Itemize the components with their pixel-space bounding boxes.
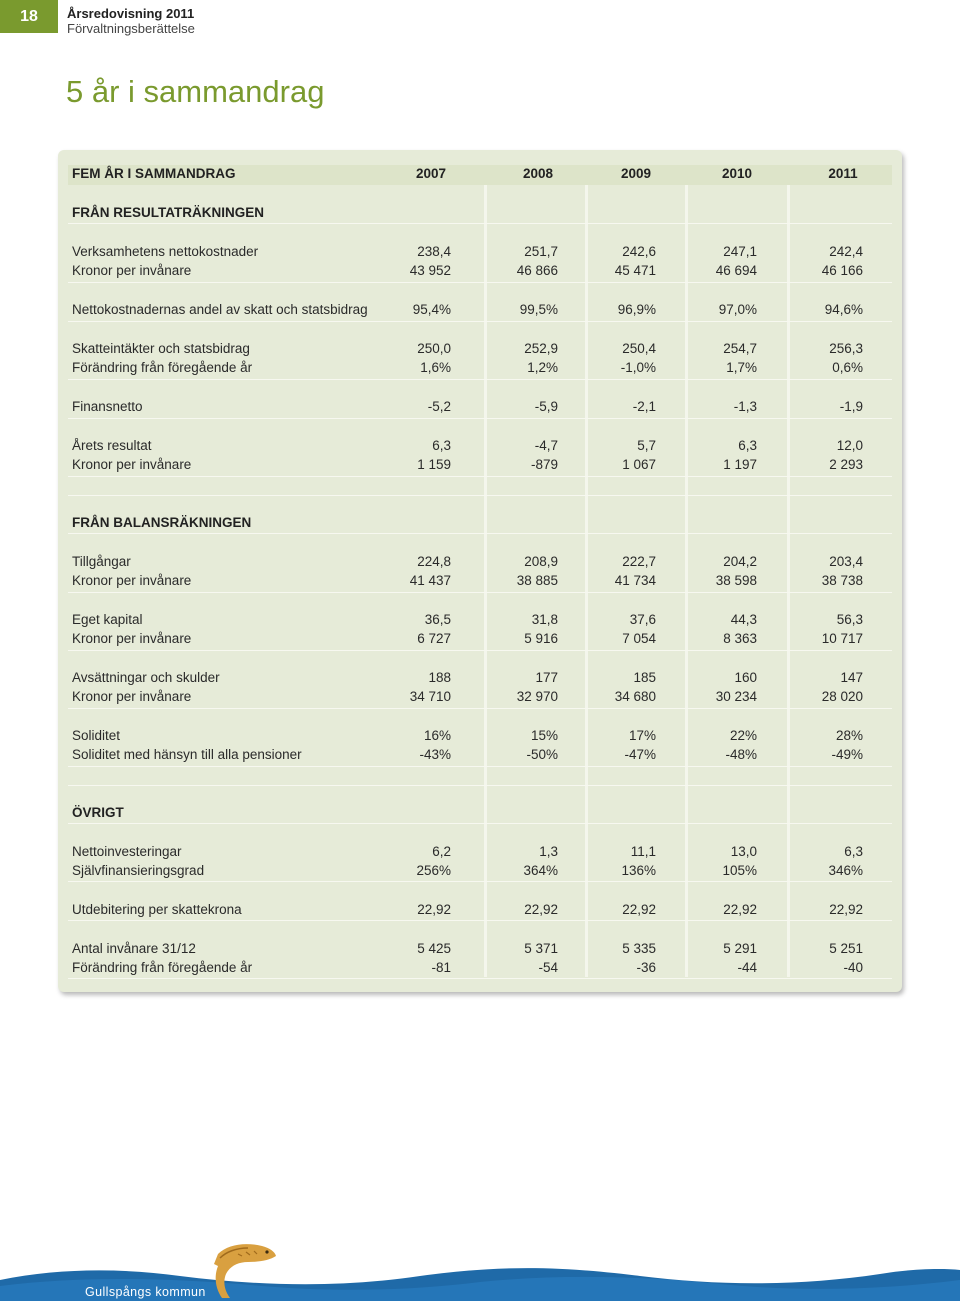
cell-value: 250,0 <box>417 341 451 356</box>
cell-value: 13,0 <box>730 844 757 859</box>
row-label: Tillgångar <box>72 554 131 569</box>
cell-value: 251,7 <box>524 244 558 259</box>
cell-value: 6,3 <box>844 844 863 859</box>
row-label: Verksamhetens nettokostnader <box>72 244 259 259</box>
salmon-fish-icon <box>212 1238 278 1300</box>
cell-value: 41 437 <box>409 573 451 588</box>
row-divider <box>68 379 892 380</box>
page-number: 18 <box>0 0 58 33</box>
table-row <box>68 669 892 688</box>
cell-value: 8 363 <box>723 631 757 646</box>
table-row <box>68 940 892 959</box>
cell-value: 43 952 <box>409 263 451 278</box>
cell-value: 1,7% <box>726 360 757 375</box>
cell-value: 46 694 <box>715 263 757 278</box>
row-divider <box>68 978 892 979</box>
cell-value: 22,92 <box>723 902 757 917</box>
cell-value: 1,3 <box>539 844 558 859</box>
cell-value: 22% <box>729 728 757 743</box>
year-header: 2010 <box>721 166 753 181</box>
cell-value: 31,8 <box>531 612 558 627</box>
year-header: 2007 <box>415 166 447 181</box>
row-divider <box>68 920 892 921</box>
table-row <box>68 843 892 862</box>
cell-value: 6,3 <box>432 438 451 453</box>
section-name: Förvaltningsberättelse <box>67 21 195 36</box>
cell-value: -5,9 <box>534 399 558 414</box>
cell-value: -1,9 <box>839 399 863 414</box>
cell-value: 12,0 <box>836 438 863 453</box>
table-row <box>68 572 892 591</box>
cell-value: 96,9% <box>617 302 656 317</box>
cell-value: 34 680 <box>614 689 656 704</box>
cell-value: -48% <box>725 747 757 762</box>
cell-value: 56,3 <box>836 612 863 627</box>
table-row <box>68 398 892 417</box>
row-divider <box>68 321 892 322</box>
table-row <box>68 959 892 978</box>
cell-value: 28% <box>835 728 863 743</box>
row-divider <box>68 418 892 419</box>
row-label: Nettoinvesteringar <box>72 844 182 859</box>
row-label: Förändring från föregående år <box>72 960 253 975</box>
row-label: Årets resultat <box>72 438 152 453</box>
cell-value: 95,4% <box>412 302 451 317</box>
cell-value: 1 197 <box>723 457 757 472</box>
cell-value: 346% <box>828 863 863 878</box>
cell-value: 1 067 <box>622 457 656 472</box>
year-header: 2008 <box>522 166 554 181</box>
cell-value: 38 738 <box>821 573 863 588</box>
table-row <box>68 243 892 262</box>
cell-value: 5 291 <box>723 941 757 956</box>
cell-value: 5 371 <box>524 941 558 956</box>
cell-value: 5,7 <box>637 438 656 453</box>
cell-value: 254,7 <box>723 341 757 356</box>
row-label: Kronor per invånare <box>72 457 192 472</box>
page-header <box>67 6 195 36</box>
section-label: FRÅN BALANSRÄKNINGEN <box>72 515 252 530</box>
cell-value: 5 916 <box>524 631 558 646</box>
cell-value: -5,2 <box>427 399 451 414</box>
table-row <box>68 340 892 359</box>
table-row <box>68 359 892 378</box>
cell-value: 222,7 <box>622 554 656 569</box>
row-label: Självfinansieringsgrad <box>72 863 205 878</box>
row-label: Soliditet med hänsyn till alla pensioner <box>72 747 302 762</box>
cell-value: -36 <box>636 960 656 975</box>
page-title: 5 år i sammandrag <box>66 74 325 109</box>
table-header-row <box>68 165 892 185</box>
table-row <box>68 456 892 475</box>
table-row <box>68 262 892 281</box>
cell-value: 22,92 <box>524 902 558 917</box>
cell-value: 6,3 <box>738 438 757 453</box>
table-row <box>68 746 892 765</box>
table-title: FEM ÅR I SAMMANDRAG <box>72 166 236 181</box>
cell-value: 204,2 <box>723 554 757 569</box>
cell-value: 15% <box>530 728 558 743</box>
row-divider <box>68 708 892 709</box>
year-header: 2011 <box>828 166 858 181</box>
cell-value: 242,6 <box>622 244 656 259</box>
cell-value: -43% <box>419 747 451 762</box>
cell-value: 38 885 <box>516 573 558 588</box>
cell-value: -879 <box>530 457 558 472</box>
section-heading <box>68 204 892 223</box>
cell-value: 203,4 <box>829 554 863 569</box>
cell-value: 185 <box>633 670 656 685</box>
cell-value: 46 866 <box>516 263 558 278</box>
cell-value: 0,6% <box>832 360 863 375</box>
cell-value: 46 166 <box>821 263 863 278</box>
cell-value: 208,9 <box>524 554 558 569</box>
row-label: Soliditet <box>72 728 121 743</box>
cell-value: 99,5% <box>519 302 558 317</box>
cell-value: 7 054 <box>622 631 656 646</box>
cell-value: 38 598 <box>715 573 757 588</box>
table-row <box>68 630 892 649</box>
row-label: Antal invånare 31/12 <box>72 941 196 956</box>
table-row <box>68 901 892 920</box>
cell-value: 1,6% <box>420 360 451 375</box>
row-label: Skatteintäkter och statsbidrag <box>72 341 250 356</box>
row-divider <box>68 533 892 534</box>
table-row <box>68 437 892 456</box>
cell-value: 250,4 <box>622 341 656 356</box>
cell-value: 364% <box>523 863 558 878</box>
section-heading <box>68 804 892 823</box>
row-label: Kronor per invånare <box>72 689 192 704</box>
report-title: Årsredovisning 2011 <box>67 6 195 21</box>
row-label: Nettokostnadernas andel av skatt och statsbidrag <box>72 302 368 317</box>
cell-value: 22,92 <box>622 902 656 917</box>
cell-value: 41 734 <box>614 573 656 588</box>
row-divider <box>68 823 892 824</box>
cell-value: 242,4 <box>829 244 863 259</box>
cell-value: 1 159 <box>417 457 451 472</box>
row-divider <box>68 766 892 767</box>
cell-value: -81 <box>431 960 451 975</box>
cell-value: -40 <box>843 960 863 975</box>
row-label: Kronor per invånare <box>72 263 192 278</box>
cell-value: 5 425 <box>417 941 451 956</box>
organization-name: Gullspångs kommun <box>85 1285 206 1299</box>
cell-value: 105% <box>722 863 757 878</box>
table-row <box>68 553 892 572</box>
table-row <box>68 727 892 746</box>
row-divider <box>68 495 892 496</box>
cell-value: 6,2 <box>432 844 451 859</box>
cell-value: 28 020 <box>821 689 863 704</box>
row-label: Förändring från föregående år <box>72 360 253 375</box>
cell-value: 10 717 <box>821 631 863 646</box>
cell-value: -49% <box>831 747 863 762</box>
cell-value: 16% <box>423 728 451 743</box>
row-label: Avsättningar och skulder <box>72 670 220 685</box>
table-row <box>68 611 892 630</box>
cell-value: 2 293 <box>829 457 863 472</box>
cell-value: 94,6% <box>824 302 863 317</box>
year-header: 2009 <box>620 166 652 181</box>
cell-value: 256% <box>416 863 451 878</box>
row-divider <box>68 592 892 593</box>
cell-value: 45 471 <box>614 263 656 278</box>
cell-value: 36,5 <box>424 612 451 627</box>
cell-value: 32 970 <box>516 689 558 704</box>
cell-value: 6 727 <box>417 631 451 646</box>
cell-value: 136% <box>621 863 656 878</box>
cell-value: 252,9 <box>524 341 558 356</box>
cell-value: 44,3 <box>730 612 757 627</box>
table-row <box>68 862 892 881</box>
cell-value: -1,3 <box>733 399 757 414</box>
cell-value: -44 <box>737 960 757 975</box>
cell-value: 97,0% <box>718 302 757 317</box>
row-label: Kronor per invånare <box>72 573 192 588</box>
cell-value: 238,4 <box>417 244 451 259</box>
cell-value: 147 <box>840 670 863 685</box>
table-row <box>68 301 892 320</box>
cell-value: -50% <box>526 747 558 762</box>
cell-value: -4,7 <box>534 438 558 453</box>
row-divider <box>68 650 892 651</box>
cell-value: 177 <box>535 670 558 685</box>
cell-value: 17% <box>628 728 656 743</box>
cell-value: 1,2% <box>527 360 558 375</box>
section-heading <box>68 514 892 533</box>
cell-value: 30 234 <box>715 689 757 704</box>
row-divider <box>68 476 892 477</box>
cell-value: -47% <box>624 747 656 762</box>
cell-value: 11,1 <box>630 844 656 859</box>
cell-value: 37,6 <box>629 612 656 627</box>
cell-value: 160 <box>734 670 757 685</box>
cell-value: -54 <box>538 960 558 975</box>
cell-value: 5 251 <box>829 941 863 956</box>
cell-value: 256,3 <box>829 341 863 356</box>
row-divider <box>68 785 892 786</box>
cell-value: 188 <box>428 670 451 685</box>
cell-value: 22,92 <box>417 902 451 917</box>
cell-value: 224,8 <box>417 554 451 569</box>
cell-value: 34 710 <box>409 689 451 704</box>
row-divider <box>68 223 892 224</box>
row-divider <box>68 282 892 283</box>
section-label: FRÅN RESULTATRÄKNINGEN <box>72 205 264 220</box>
row-label: Utdebitering per skattekrona <box>72 902 242 917</box>
section-label: ÖVRIGT <box>72 805 124 820</box>
cell-value: 247,1 <box>723 244 757 259</box>
row-label: Kronor per invånare <box>72 631 192 646</box>
cell-value: -2,1 <box>632 399 656 414</box>
row-divider <box>68 881 892 882</box>
cell-value: 22,92 <box>829 902 863 917</box>
row-label: Eget kapital <box>72 612 143 627</box>
cell-value: 5 335 <box>622 941 656 956</box>
cell-value: -1,0% <box>620 360 656 375</box>
row-label: Finansnetto <box>72 399 143 414</box>
table-row <box>68 688 892 707</box>
